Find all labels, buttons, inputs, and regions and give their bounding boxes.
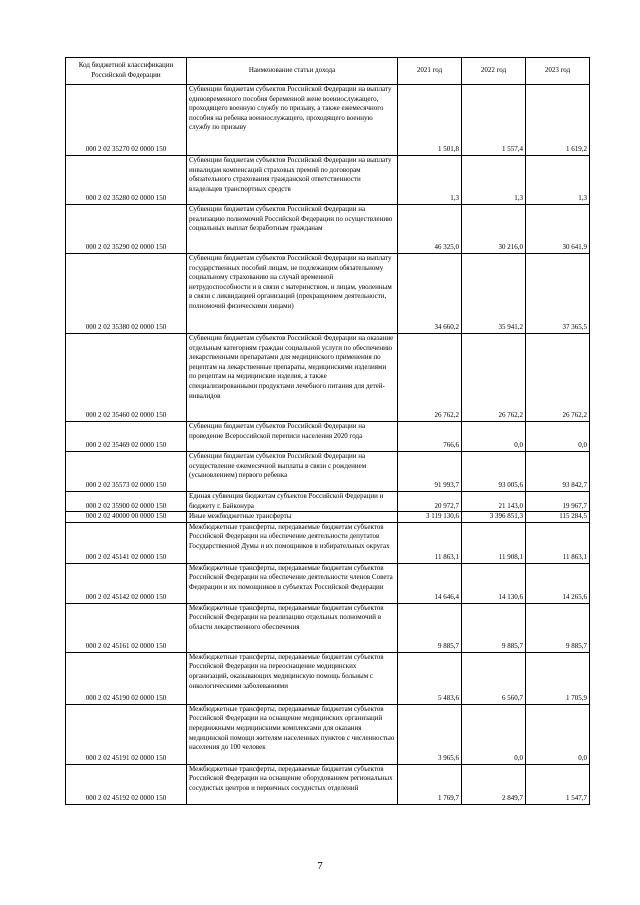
row-value-2021: 14 646,4 xyxy=(398,563,462,603)
row-value-2023: 37 365,5 xyxy=(526,254,590,334)
budget-revenue-table xyxy=(65,57,590,805)
row-value-2023: 30 641,9 xyxy=(526,205,590,254)
row-name: Межбюджетные трансферты, передаваемые бюджетам субъектов Российской Федерации на переоснащение медицинских организаций, оказывающих медицинскую помощь больным с онкологическими заболеваниями xyxy=(187,652,398,704)
row-name: Субвенции бюджетам субъектов Российской Федерации на оказание отдельным категориям граждан социальной услуги по обеспечению лекарственными препаратами для медицинского применения по рецептам на лекарственные препараты, медицинскими изделиями по рецептам на медицинские изделия, а также специализированными продуктами лечебного питания для детей-инвалидов xyxy=(187,334,398,422)
row-name: Межбюджетные трансферты, передаваемые бюджетам субъектов Российской Федерации на реализацию отдельных полномочий в области лекарственного обеспечения xyxy=(187,603,398,652)
row-name: Субвенции бюджетам субъектов Российской Федерации на реализацию полномочий Российской Федерации по осуществлению социальных выплат безработным гражданам xyxy=(187,205,398,254)
row-value-2021: 26 762,2 xyxy=(398,334,462,422)
row-value-2022: 35 941,2 xyxy=(462,254,526,334)
row-value-2021: 1 501,8 xyxy=(398,85,462,156)
page-number: 7 xyxy=(317,860,323,872)
table-row xyxy=(66,422,590,452)
row-value-2023: 115 284,5 xyxy=(526,512,590,523)
table-row xyxy=(66,764,590,804)
row-value-2022: 21 143,0 xyxy=(462,492,526,512)
row-value-2021: 11 863,1 xyxy=(398,522,462,563)
row-value-2021: 3 965,6 xyxy=(398,704,462,764)
table-header-row xyxy=(66,58,590,85)
row-value-2021: 34 660,2 xyxy=(398,254,462,334)
header-2021: 2021 год xyxy=(398,58,462,85)
table-row xyxy=(66,492,590,512)
table-row xyxy=(66,652,590,704)
table-row xyxy=(66,512,590,523)
row-value-2022: 93 005,6 xyxy=(462,452,526,492)
row-value-2022: 1 557,4 xyxy=(462,85,526,156)
row-value-2023: 1 547,7 xyxy=(526,764,590,804)
row-name: Субвенции бюджетам субъектов Российской Федерации на осуществление ежемесячной выплаты в связи с рождением (усыновлением) первого ребенка xyxy=(187,452,398,492)
row-value-2023: 14 265,6 xyxy=(526,563,590,603)
row-name: Иные межбюджетные трансферты xyxy=(187,512,398,523)
table-row xyxy=(66,254,590,334)
row-value-2022: 2 849,7 xyxy=(462,764,526,804)
table-row xyxy=(66,603,590,652)
row-code: 000 2 02 35280 02 0000 150 xyxy=(66,156,187,205)
table-row xyxy=(66,85,590,156)
table-row xyxy=(66,704,590,764)
row-value-2021: 20 972,7 xyxy=(398,492,462,512)
row-code: 000 2 02 45142 02 0000 150 xyxy=(66,563,187,603)
row-name: Субвенции бюджетам субъектов Российской Федерации на выплату единовременного пособия беременной жене военнослужащего, проходящего военную службу по призыву, а также ежемесячного пособия на ребенка военнослужащего, проходящего военную службу по призыву xyxy=(187,85,398,156)
row-value-2023: 26 762,2 xyxy=(526,334,590,422)
row-value-2021: 9 885,7 xyxy=(398,603,462,652)
row-code: 000 2 02 35900 02 0000 150 xyxy=(66,492,187,512)
row-code: 000 2 02 35270 02 0000 150 xyxy=(66,85,187,156)
row-value-2021: 3 119 130,6 xyxy=(398,512,462,523)
row-code: 000 2 02 45161 02 0000 150 xyxy=(66,603,187,652)
table-row xyxy=(66,452,590,492)
row-code: 000 2 02 35573 02 0000 150 xyxy=(66,452,187,492)
row-code: 000 2 02 35460 02 0000 150 xyxy=(66,334,187,422)
row-name: Субвенции бюджетам субъектов Российской Федерации на выплату государственных пособий лицам, не подлежащим обязательному социальному страхованию на случай временной нетрудоспособности и в связи с материнством, и лицам, уволенным в связи с ликвидацией организаций (прекращением деятельности, полномочий физическими лицами) xyxy=(187,254,398,334)
header-code: Код бюджетной классификации Российской Федерации xyxy=(66,58,187,85)
table-row xyxy=(66,522,590,563)
row-value-2021: 91 993,7 xyxy=(398,452,462,492)
row-name: Единая субвенция бюджетам субъектов Российской Федерации и бюджету г. Байконура xyxy=(187,492,398,512)
row-code: 000 2 02 45141 02 0000 150 xyxy=(66,522,187,563)
row-value-2023: 93 842,7 xyxy=(526,452,590,492)
row-value-2021: 5 483,6 xyxy=(398,652,462,704)
row-value-2022: 14 130,6 xyxy=(462,563,526,603)
row-code: 000 2 02 35380 02 0000 150 xyxy=(66,254,187,334)
row-value-2021: 1 769,7 xyxy=(398,764,462,804)
row-value-2022: 3 396 851,3 xyxy=(462,512,526,523)
row-code: 000 2 02 35290 02 0000 150 xyxy=(66,205,187,254)
row-value-2022: 6 560,7 xyxy=(462,652,526,704)
row-value-2023: 0,0 xyxy=(526,422,590,452)
row-code: 000 2 02 45191 02 0000 150 xyxy=(66,704,187,764)
row-value-2023: 0,0 xyxy=(526,704,590,764)
row-name: Межбюджетные трансферты, передаваемые бюджетам субъектов Российской Федерации на обеспечение деятельности депутатов Государственной Думы и их помощников в избирательных округах xyxy=(187,522,398,563)
row-value-2023: 9 885,7 xyxy=(526,603,590,652)
row-value-2022: 30 216,0 xyxy=(462,205,526,254)
table-row xyxy=(66,205,590,254)
row-value-2021: 1,3 xyxy=(398,156,462,205)
row-value-2022: 0,0 xyxy=(462,704,526,764)
row-value-2023: 1 705,9 xyxy=(526,652,590,704)
row-value-2023: 19 967,7 xyxy=(526,492,590,512)
row-value-2022: 9 885,7 xyxy=(462,603,526,652)
row-value-2022: 26 762,2 xyxy=(462,334,526,422)
row-value-2022: 0,0 xyxy=(462,422,526,452)
row-name: Субвенции бюджетам субъектов Российской Федерации на проведение Всероссийской переписи населения 2020 года xyxy=(187,422,398,452)
header-2022: 2022 год xyxy=(462,58,526,85)
table-row xyxy=(66,334,590,422)
row-name: Межбюджетные трансферты, передаваемые бюджетам субъектов Российской Федерации на обеспечение деятельности членов Совета Федерации и их помощников в субъектах Российской Федерации xyxy=(187,563,398,603)
row-name: Межбюджетные трансферты, передаваемые бюджетам субъектов Российской Федерации на оснащение медицинских организаций передвижными медицинскими комплексами для оказания медицинской помощи жителям населенных пунктов с численностью населения до 100 человек xyxy=(187,704,398,764)
table-row xyxy=(66,563,590,603)
row-value-2022: 11 908,1 xyxy=(462,522,526,563)
row-value-2023: 1 619,2 xyxy=(526,85,590,156)
header-2023: 2023 год xyxy=(526,58,590,85)
row-value-2023: 1,3 xyxy=(526,156,590,205)
row-value-2021: 46 325,0 xyxy=(398,205,462,254)
header-name: Наименование статьи дохода xyxy=(187,58,398,85)
row-code: 000 2 02 35469 02 0000 150 xyxy=(66,422,187,452)
budget-table-sheet xyxy=(65,57,589,805)
row-code: 000 2 02 45190 02 0000 150 xyxy=(66,652,187,704)
row-value-2022: 1,3 xyxy=(462,156,526,205)
row-code: 000 2 02 40000 00 0000 150 xyxy=(66,512,187,523)
row-value-2023: 11 863,1 xyxy=(526,522,590,563)
row-value-2021: 766,6 xyxy=(398,422,462,452)
row-name: Межбюджетные трансферты, передаваемые бюджетам субъектов Российской Федерации на оснащение оборудованием региональных сосудистых центров и первичных сосудистых отделений xyxy=(187,764,398,804)
row-code: 000 2 02 45192 02 0000 150 xyxy=(66,764,187,804)
table-row xyxy=(66,156,590,205)
table-body xyxy=(66,85,590,805)
row-name: Субвенции бюджетам субъектов Российской Федерации на выплату инвалидам компенсаций страховых премий по договорам обязательного страхования гражданской ответственности владельцев транспортных средств xyxy=(187,156,398,205)
